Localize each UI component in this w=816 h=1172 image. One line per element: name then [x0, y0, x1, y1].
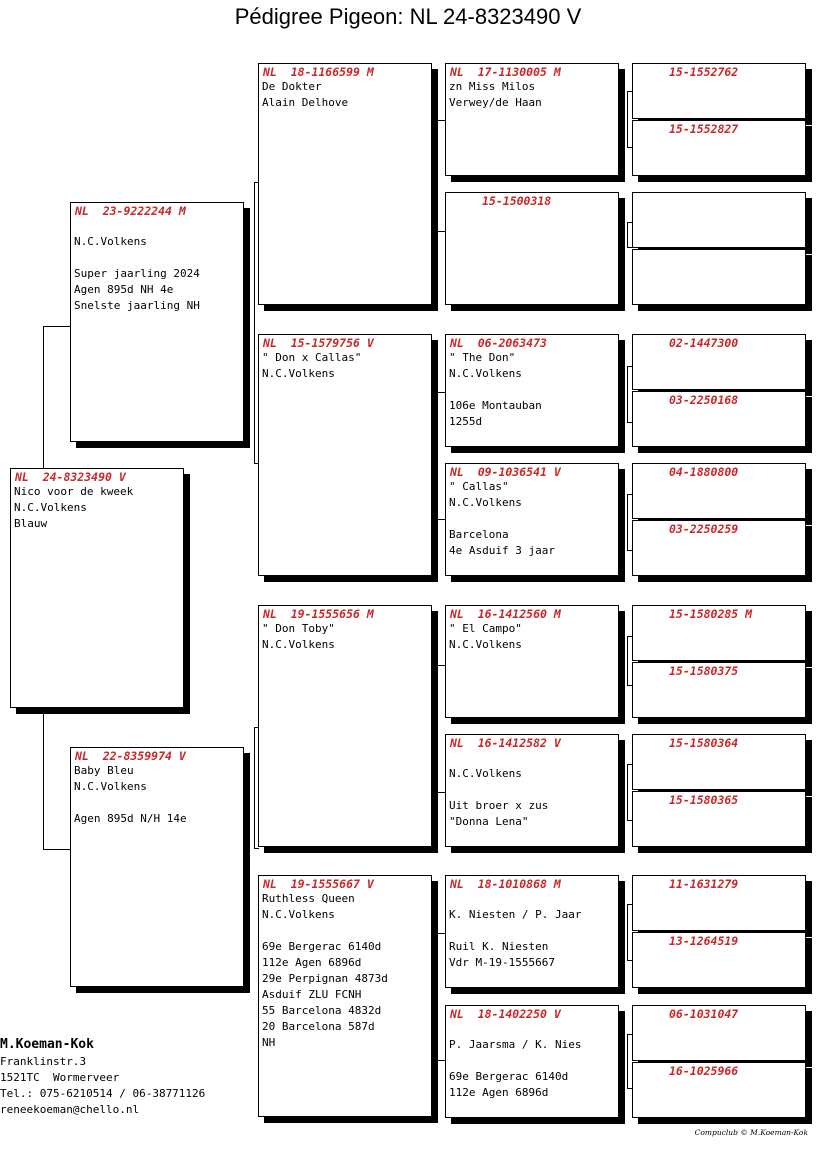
mf-card: [258, 605, 432, 847]
g5-card: [632, 875, 806, 931]
pigeon-info-line: Baby Bleu: [74, 764, 134, 777]
pigeon-info-line: 29e Perpignan 4873d: [262, 972, 388, 985]
pigeon-info-line: 69e Bergerac 6140d: [262, 940, 382, 953]
pigeon-info-line: Uit broer x zus: [449, 799, 549, 812]
ring-number: NL 22-8359974 V: [75, 749, 186, 763]
g5-card: [632, 334, 806, 390]
owner-city: 1521TC Wormerveer: [0, 1071, 120, 1084]
pigeon-info-line: N.C.Volkens: [262, 638, 335, 651]
ring-number: [633, 250, 805, 251]
fmm-card: [445, 463, 619, 576]
ring-number: NL 16-1412560 M: [450, 607, 561, 621]
pigeon-details: [11, 484, 183, 532]
pigeon-info-line: 1255d: [449, 415, 483, 428]
pigeon-info-line: 20 Barcelona 587d: [262, 1020, 375, 1033]
pigeon-info-line: [71, 250, 243, 266]
ring-number: 03-2250259: [669, 522, 739, 536]
g5-card: [632, 249, 806, 305]
father-card: [70, 202, 244, 442]
fff-card: [445, 63, 619, 176]
owner-address: Franklinstr.3: [0, 1055, 87, 1068]
pigeon-info-line: Snelste jaarling NH: [74, 299, 200, 312]
pigeon-info-line: Alain Delhove: [262, 96, 349, 109]
pigeon-details: [259, 350, 431, 382]
ring-number: NL 19-1555656 M: [263, 607, 374, 621]
g5-card: [632, 1005, 806, 1061]
pigeon-info-line: Super jaarling 2024: [74, 267, 200, 280]
owner-email: reneekoeman@chello.nl: [0, 1103, 140, 1116]
ring-number: [633, 193, 805, 194]
page-title: Pédigree Pigeon: NL 24-8323490 V: [234, 4, 582, 29]
g5-card: [632, 734, 806, 790]
connector-mm-parents: [437, 933, 445, 1061]
pigeon-info-line: " Don Toby": [262, 622, 335, 635]
pigeon-info-line: Barcelona: [449, 528, 509, 541]
ring-number: NL 23-9222244 M: [75, 204, 186, 218]
pigeon-info-line: Verwey/de Haan: [449, 96, 542, 109]
pigeon-info-line: Agen 895d NH 4e: [74, 283, 174, 296]
pigeon-info-line: [259, 923, 431, 939]
ff-card: [258, 63, 432, 305]
ring-number: 15-1500318: [482, 194, 552, 208]
mmf-card: [445, 875, 619, 988]
pigeon-info-line: P. Jaarsma / K. Nies: [449, 1038, 582, 1051]
pigeon-details: [259, 79, 431, 111]
g5-card: [632, 63, 806, 119]
pigeon-details: [446, 79, 618, 111]
fm-card: [258, 334, 432, 576]
g5-card: [632, 391, 806, 447]
ring-number: NL 18-1402250 V: [450, 1007, 561, 1021]
pigeon-info-line: [446, 1053, 618, 1069]
pigeon-info-line: N.C.Volkens: [14, 501, 87, 514]
pigeon-details: [446, 891, 618, 971]
pigeon-info-line: zn Miss Milos: [449, 80, 536, 93]
fmf-card: [445, 334, 619, 447]
connector-mf-parents: [437, 665, 445, 793]
pigeon-info-line: Blauw: [14, 517, 48, 530]
pigeon-details: [446, 1021, 618, 1101]
software-credit: Compuclub © M.Koeman-Kok: [694, 1128, 808, 1137]
pigeon-info-line: 4e Asduif 3 jaar: [449, 544, 555, 557]
pigeon-details: [446, 750, 618, 830]
pigeon-info-line: N.C.Volkens: [262, 908, 335, 921]
ring-number: NL 06-2063473: [450, 336, 547, 350]
owner-phone: Tel.: 075-6210514 / 06-38771126: [0, 1087, 206, 1100]
g5-card: [632, 520, 806, 576]
pigeon-details: [446, 350, 618, 430]
ring-number: 02-1447300: [669, 336, 739, 350]
pigeon-info-line: [446, 1021, 618, 1037]
pigeon-info-line: N.C.Volkens: [449, 496, 522, 509]
mff-card: [445, 605, 619, 718]
mmm-card: [445, 1005, 619, 1118]
pigeon-info-line: NH: [262, 1036, 276, 1049]
pigeon-info-line: 106e Montauban: [449, 399, 542, 412]
ring-number: 04-1880800: [669, 465, 739, 479]
mother-card: [70, 747, 244, 987]
ring-number: 06-1031047: [669, 1007, 739, 1021]
g5-card: [632, 932, 806, 988]
ring-number: 03-2250168: [669, 393, 739, 407]
pigeon-info-line: 112e Agen 6896d: [262, 956, 362, 969]
pigeon-info-line: " El Campo": [449, 622, 522, 635]
pigeon-info-line: [71, 795, 243, 811]
g5-card: [632, 662, 806, 718]
pigeon-info-line: [446, 511, 618, 527]
pigeon-info-line: K. Niesten / P. Jaar: [449, 908, 582, 921]
ring-number: NL 18-1010868 M: [450, 877, 561, 891]
pigeon-details: [71, 763, 243, 827]
pigeon-info-line: N.C.Volkens: [74, 780, 147, 793]
mm-card: [258, 875, 432, 1117]
pigeon-info-line: " Callas": [449, 480, 509, 493]
pigeon-details: [259, 621, 431, 653]
ring-number: NL 24-8323490 V: [15, 470, 126, 484]
subject-pigeon-card: [10, 468, 184, 708]
pigeon-info-line: [446, 923, 618, 939]
pigeon-info-line: N.C.Volkens: [74, 235, 147, 248]
pigeon-info-line: Agen 895d N/H 14e: [74, 812, 187, 825]
pigeon-info-line: Nico voor de kweek: [14, 485, 134, 498]
pigeon-info-line: [446, 382, 618, 398]
pigeon-info-line: N.C.Volkens: [262, 367, 335, 380]
g5-card: [632, 1062, 806, 1118]
ring-number: NL 09-1036541 V: [450, 465, 561, 479]
ring-number: 15-1552762: [669, 65, 739, 79]
pigeon-info-line: Vdr M-19-1555667: [449, 956, 555, 969]
g5-card: [632, 463, 806, 519]
pigeon-info-line: Ruthless Queen: [262, 892, 355, 905]
pigeon-info-line: 55 Barcelona 4832d: [262, 1004, 382, 1017]
ring-number: 15-1580375: [669, 664, 739, 678]
owner-info: [0, 1036, 205, 1118]
ring-number: NL 15-1579756 V: [263, 336, 374, 350]
g5-card: [632, 791, 806, 847]
ffm-card: [445, 192, 619, 305]
owner-name: M.Koeman-Kok: [0, 1037, 94, 1052]
ring-number: NL 17-1130005 M: [450, 65, 561, 79]
ring-number: NL 18-1166599 M: [263, 65, 374, 79]
pigeon-info-line: [446, 891, 618, 907]
ring-number: NL 19-1555667 V: [263, 877, 374, 891]
g5-card: [632, 192, 806, 248]
pigeon-details: [71, 218, 243, 314]
pigeon-details: [259, 891, 431, 1051]
pigeon-info-line: De Dokter: [262, 80, 322, 93]
pigeon-info-line: Asduif ZLU FCNH: [262, 988, 362, 1001]
ring-number: 15-1552827: [669, 122, 739, 136]
pigeon-info-line: " The Don": [449, 351, 516, 364]
pigeon-info-line: " Don x Callas": [262, 351, 362, 364]
mfm-card: [445, 734, 619, 847]
ring-number: 11-1631279: [669, 877, 739, 891]
pigeon-info-line: N.C.Volkens: [449, 638, 522, 651]
connector-fm-parents: [437, 392, 445, 520]
pigeon-info-line: N.C.Volkens: [449, 767, 522, 780]
ring-number: 15-1580365: [669, 793, 739, 807]
pigeon-info-line: 112e Agen 6896d: [449, 1086, 549, 1099]
pigeon-details: [446, 621, 618, 653]
pigeon-info-line: [71, 218, 243, 234]
ring-number: 13-1264519: [669, 934, 739, 948]
connector-ff-parents: [437, 120, 445, 232]
pigeon-info-line: "Donna Lena": [449, 815, 529, 828]
pigeon-info-line: N.C.Volkens: [449, 367, 522, 380]
pigeon-details: [446, 479, 618, 559]
g5-card: [632, 120, 806, 176]
g5-card: [632, 605, 806, 661]
ring-number: 16-1025966: [669, 1064, 739, 1078]
pigeon-info-line: [446, 782, 618, 798]
ring-number: 15-1580364: [669, 736, 739, 750]
pigeon-info-line: 69e Bergerac 6140d: [449, 1070, 569, 1083]
pigeon-info-line: Ruil K. Niesten: [449, 940, 549, 953]
ring-number: NL 16-1412582 V: [450, 736, 561, 750]
pigeon-info-line: [446, 750, 618, 766]
ring-number: 15-1580285 M: [669, 607, 753, 621]
